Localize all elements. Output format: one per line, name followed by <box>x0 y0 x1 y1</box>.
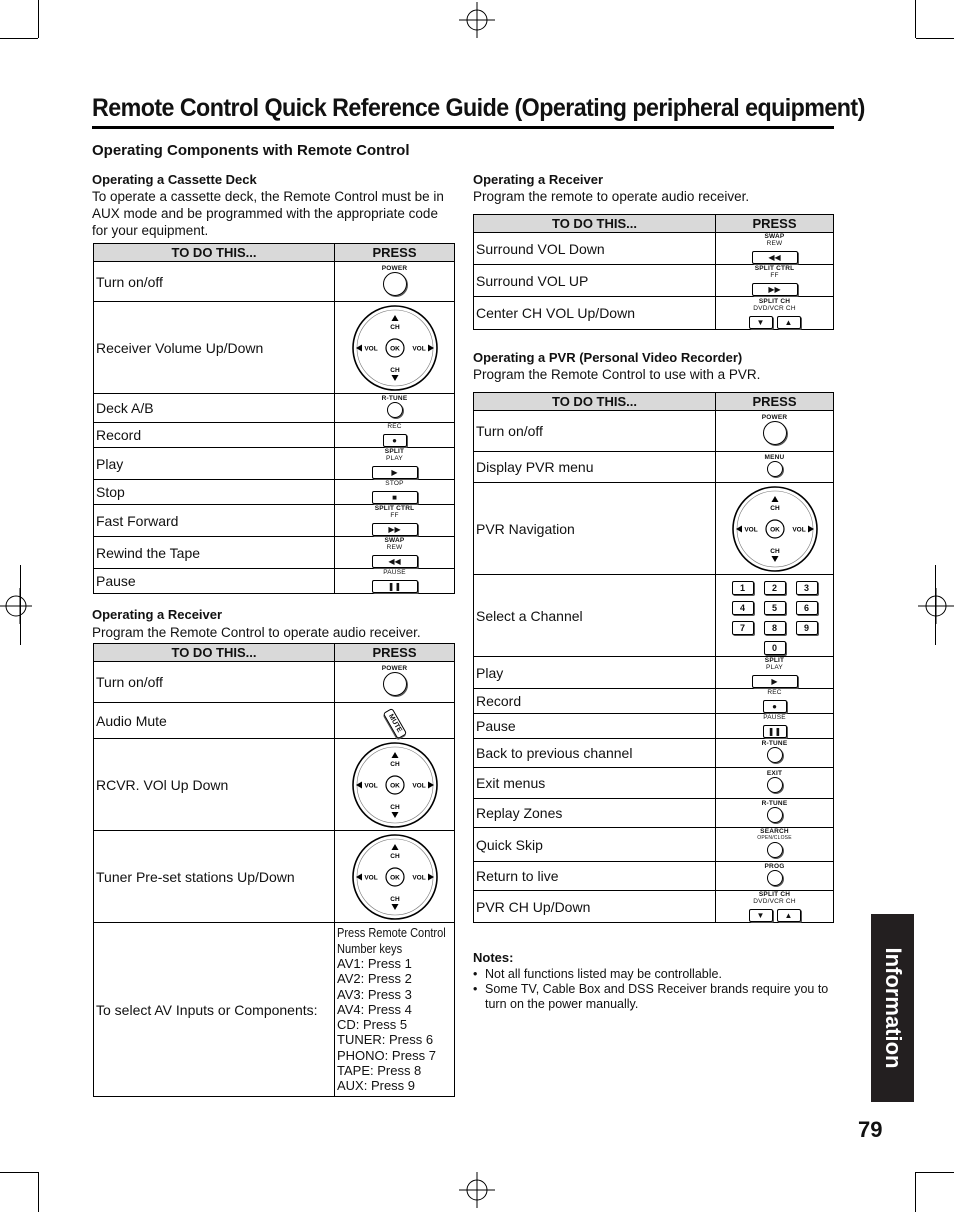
pvr-description: Program the Remote Control to use with a PVR. <box>473 367 761 382</box>
digit-button[interactable]: 6 <box>796 601 818 615</box>
dpad-graphic <box>351 741 439 829</box>
table-row: Surround VOL UP SPLIT CTRL FF ▶▶ <box>474 265 834 297</box>
table-row: Stop STOP ■ <box>94 480 455 505</box>
crop-mark <box>38 1172 39 1212</box>
digit-button[interactable]: 9 <box>796 621 818 635</box>
table-row: Center CH VOL Up/Down SPLIT CH DVD/VCR CH ▼ ▲ <box>474 297 834 330</box>
ok-label: OK <box>389 874 400 881</box>
rtune-button[interactable] <box>767 747 783 763</box>
av-input-list: Press Remote Control Number keys AV1: Press 1 AV2: Press 2 AV3: Press 3 AV4: Press 4 CD: Press 5 TUNER: Press 6 PHONO: Press 7 TAPE: Press 8 AUX: Press 9 <box>335 923 455 1097</box>
registration-mark-icon <box>0 588 32 624</box>
crop-mark <box>38 0 39 38</box>
vol-down-label: VOL <box>363 874 378 881</box>
power-button[interactable] <box>763 421 787 445</box>
ok-label: OK <box>389 782 400 789</box>
registration-mark-icon <box>459 1172 495 1208</box>
prog-button[interactable] <box>767 870 783 886</box>
receiver-heading: Operating a Receiver <box>473 172 604 187</box>
table-row: Quick Skip SEARCH OPEN/CLOSE <box>474 828 834 862</box>
table-row: Pause PAUSE ❚❚ <box>474 714 834 739</box>
rewind-button[interactable]: ◀◀ <box>372 555 418 568</box>
power-button[interactable] <box>383 272 407 296</box>
ch-down-label: CH <box>389 366 400 374</box>
ch-up-label: CH <box>769 504 780 512</box>
crop-mark <box>916 1172 954 1173</box>
ch-down-label: CH <box>769 547 780 555</box>
channel-down-button[interactable]: ▼ <box>749 909 773 922</box>
digit-button[interactable]: 8 <box>764 621 786 635</box>
vol-down-label: VOL <box>363 345 378 352</box>
exit-button[interactable] <box>767 777 783 793</box>
note-item: • Some TV, Cable Box and DSS Receiver brands require you to turn on the power manually. <box>473 982 833 1012</box>
table-row <box>474 483 834 575</box>
pause-button[interactable]: ❚❚ <box>763 725 787 738</box>
vol-up-label: VOL <box>411 345 426 352</box>
table-row: Play SPLIT PLAY ▶ <box>474 657 834 689</box>
table-row: Play SPLIT PLAY ▶ <box>94 448 455 480</box>
cassette-table <box>93 243 455 594</box>
notes-heading: Notes: <box>473 950 514 965</box>
registration-mark-icon <box>459 2 495 38</box>
ch-down-label: CH <box>389 803 400 811</box>
table-row: Record REC ● <box>94 423 455 448</box>
crop-mark <box>0 38 38 39</box>
vol-up-label: VOL <box>791 526 806 533</box>
row-label: Pause <box>94 569 335 594</box>
page-number: 79 <box>858 1117 883 1142</box>
row-label: Fast Forward <box>94 505 335 537</box>
row-label: Back to previous channel <box>474 739 716 768</box>
row-label: Deck A/B <box>94 394 335 423</box>
table-row: PVR CH Up/Down SPLIT CH DVD/VCR CH ▼ ▲ <box>474 891 834 923</box>
vol-up-label: VOL <box>411 874 426 881</box>
fast-forward-button[interactable]: ▶▶ <box>752 283 798 296</box>
pvr-heading: Operating a PVR (Personal Video Recorder) <box>473 350 743 365</box>
channel-up-button[interactable]: ▲ <box>777 316 801 329</box>
stop-button[interactable]: ■ <box>372 491 418 504</box>
receiver-description: Program the Remote Control to operate audio receiver. <box>92 625 421 640</box>
channel-down-button[interactable]: ▼ <box>749 316 773 329</box>
row-label: Surround VOL Down <box>474 233 716 265</box>
col-header: PRESS <box>335 644 455 662</box>
table-row: Return to live PROG <box>474 862 834 891</box>
section-tab: Information <box>871 914 914 1102</box>
row-label: Record <box>474 689 716 714</box>
row-label: Audio Mute <box>94 703 335 739</box>
row-label: Replay Zones <box>474 799 716 828</box>
ch-up-label: CH <box>389 852 400 860</box>
receiver-heading: Operating a Receiver <box>92 607 223 622</box>
crop-mark <box>915 0 916 38</box>
ch-down-label: CH <box>389 895 400 903</box>
dpad-graphic <box>351 304 439 392</box>
row-label: Return to live <box>474 862 716 891</box>
row-label: Display PVR menu <box>474 452 716 483</box>
table-row: Turn on/off POWER <box>94 662 455 703</box>
table-row <box>94 302 455 394</box>
receiver-table <box>93 643 455 1097</box>
rtune-button[interactable] <box>767 807 783 823</box>
cassette-description: To operate a cassette deck, the Remote Control must be in AUX mode and be programmed with the appropriate code for your equipment. <box>92 189 444 238</box>
fast-forward-button[interactable]: ▶▶ <box>372 523 418 536</box>
table-row: Display PVR menu MENU <box>474 452 834 483</box>
crop-mark <box>0 1172 38 1173</box>
row-label: Tuner Pre-set stations Up/Down <box>94 831 335 923</box>
table-row <box>474 575 834 657</box>
col-header: TO DO THIS... <box>474 393 716 411</box>
ok-label: OK <box>389 345 400 352</box>
crop-mark <box>935 565 936 645</box>
pause-button[interactable]: ❚❚ <box>372 580 418 593</box>
table-row: Turn on/off POWER <box>474 411 834 452</box>
table-row: Surround VOL Down SWAP REW ◀◀ <box>474 233 834 265</box>
row-label: Center CH VOL Up/Down <box>474 297 716 330</box>
channel-up-button[interactable]: ▲ <box>777 909 801 922</box>
dpad-graphic <box>731 485 819 573</box>
digit-button[interactable]: 2 <box>764 581 786 595</box>
row-label: Stop <box>94 480 335 505</box>
page-title: Remote Control Quick Reference Guide (Operating peripheral equipment) <box>92 94 865 122</box>
row-label: Rewind the Tape <box>94 537 335 569</box>
power-button[interactable] <box>383 672 407 696</box>
table-row: Back to previous channel R-TUNE <box>474 739 834 768</box>
row-label: PVR CH Up/Down <box>474 891 716 923</box>
col-header: TO DO THIS... <box>474 215 716 233</box>
col-header: PRESS <box>716 215 834 233</box>
navigation-pad[interactable] <box>335 741 454 829</box>
col-header: PRESS <box>716 393 834 411</box>
table-row <box>94 703 455 739</box>
registration-mark-icon <box>918 588 954 624</box>
navigation-pad[interactable] <box>335 833 454 921</box>
digit-button[interactable]: 4 <box>732 601 754 615</box>
col-header: PRESS <box>335 244 455 262</box>
table-row: Fast Forward SPLIT CTRL FF ▶▶ <box>94 505 455 537</box>
cassette-heading: Operating a Cassette Deck <box>92 172 257 187</box>
col-header: TO DO THIS... <box>94 244 335 262</box>
search-button[interactable] <box>767 842 783 858</box>
table-row: Turn on/off POWER <box>94 262 455 302</box>
row-label: Play <box>94 448 335 480</box>
crop-mark <box>916 38 954 39</box>
row-label: RCVR. VOl Up Down <box>94 739 335 831</box>
digit-button[interactable]: 0 <box>764 641 786 655</box>
crop-mark <box>20 565 21 645</box>
row-label: Exit menus <box>474 768 716 799</box>
table-row: Replay Zones R-TUNE <box>474 799 834 828</box>
rtune-button[interactable] <box>387 402 403 418</box>
vol-up-label: VOL <box>411 782 426 789</box>
table-row <box>94 923 455 1097</box>
digit-button[interactable]: 1 <box>732 581 754 595</box>
navigation-pad[interactable] <box>335 304 454 392</box>
ch-up-label: CH <box>389 760 400 768</box>
row-label: Surround VOL UP <box>474 265 716 297</box>
row-label: Turn on/off <box>94 262 335 302</box>
mute-button[interactable]: MUTE <box>382 708 406 739</box>
pvr-table <box>473 392 834 923</box>
vol-down-label: VOL <box>363 782 378 789</box>
digit-button[interactable]: 5 <box>764 601 786 615</box>
note-item: • Not all functions listed may be controllable. <box>473 967 833 982</box>
digit-button[interactable]: 7 <box>732 621 754 635</box>
table-row: Pause PAUSE ❚❚ <box>94 569 455 594</box>
rewind-button[interactable]: ◀◀ <box>752 251 798 264</box>
dpad-graphic <box>351 833 439 921</box>
table-row <box>94 831 455 923</box>
row-label: PVR Navigation <box>474 483 716 575</box>
receiver-description: Program the remote to operate audio receiver. <box>473 189 750 204</box>
row-label: Play <box>474 657 716 689</box>
table-row: Deck A/B R-TUNE <box>94 394 455 423</box>
row-label: Pause <box>474 714 716 739</box>
play-button[interactable]: ▶ <box>752 675 798 688</box>
row-label: Turn on/off <box>474 411 716 452</box>
play-button[interactable]: ▶ <box>372 466 418 479</box>
record-button[interactable]: ● <box>763 700 787 713</box>
menu-button[interactable] <box>767 461 783 477</box>
vol-down-label: VOL <box>743 526 758 533</box>
row-label: Record <box>94 423 335 448</box>
ch-up-label: CH <box>389 323 400 331</box>
notes-list <box>473 967 833 1012</box>
digit-button[interactable]: 3 <box>796 581 818 595</box>
crop-mark <box>915 1172 916 1212</box>
row-label: Select a Channel <box>474 575 716 657</box>
table-row: Exit menus EXIT <box>474 768 834 799</box>
row-label: To select AV Inputs or Components: <box>94 923 335 1097</box>
col-header: TO DO THIS... <box>94 644 335 662</box>
navigation-pad[interactable] <box>716 485 833 573</box>
row-label: Quick Skip <box>474 828 716 862</box>
number-keypad <box>716 575 834 657</box>
table-row: Record REC ● <box>474 689 834 714</box>
section-heading: Operating Components with Remote Control <box>92 142 410 159</box>
receiver-table <box>473 214 834 330</box>
title-rule <box>92 126 834 129</box>
ok-label: OK <box>769 526 780 533</box>
row-label: Turn on/off <box>94 662 335 703</box>
table-row <box>94 739 455 831</box>
row-label: Receiver Volume Up/Down <box>94 302 335 394</box>
record-button[interactable]: ● <box>383 434 407 447</box>
table-row: Rewind the Tape SWAP REW ◀◀ <box>94 537 455 569</box>
